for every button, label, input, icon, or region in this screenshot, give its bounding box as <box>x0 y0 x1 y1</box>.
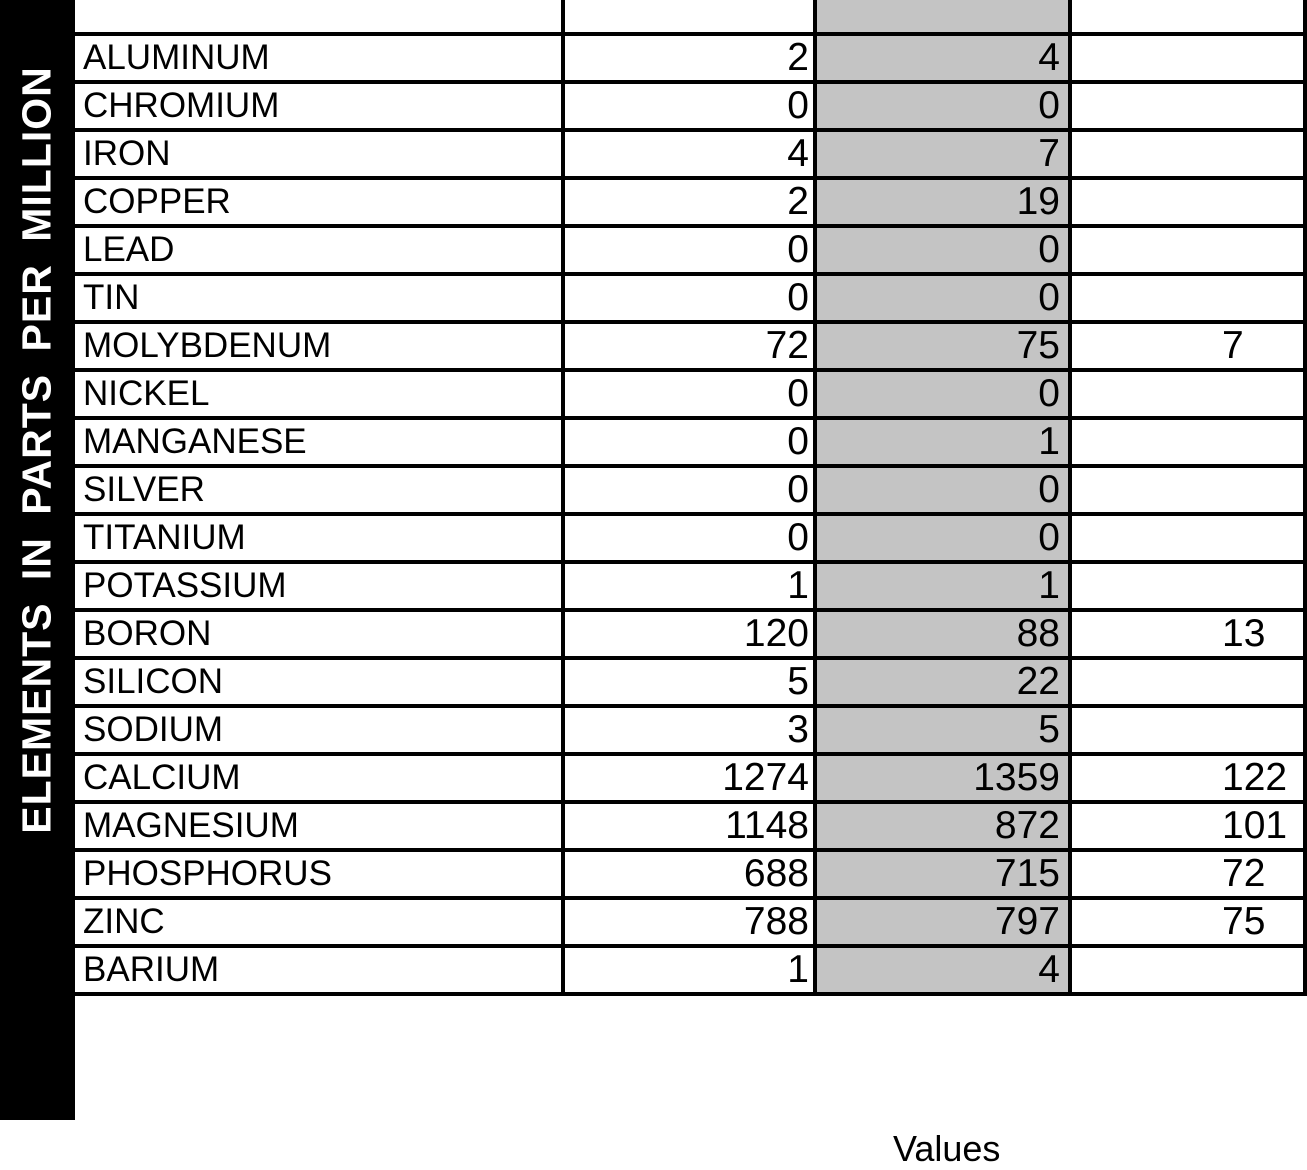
element-name-cell: ZINC <box>75 898 563 946</box>
table-row <box>75 274 1305 322</box>
side-label-text: ELEMENTS IN PARTS PER MILLION <box>13 66 60 834</box>
value-cell-col3 <box>1070 226 1305 274</box>
table-row <box>75 466 1305 514</box>
header-cell-col3 <box>1070 0 1305 34</box>
value-cell-col3-text: 72 <box>1222 852 1266 895</box>
element-name-cell: NICKEL <box>75 370 563 418</box>
value-cell-col3-text: 122 <box>1222 756 1288 799</box>
value-cell-col3 <box>1070 34 1305 82</box>
value-cell-col3 <box>1070 706 1305 754</box>
footer-label: Values <box>893 1128 1001 1169</box>
value-cell-col2: 5 <box>815 706 1070 754</box>
value-cell-col3 <box>1070 370 1305 418</box>
value-cell-col1: 5 <box>563 658 815 706</box>
header-cell-col2 <box>815 0 1070 34</box>
value-cell-col1: 0 <box>563 274 815 322</box>
element-name-cell: TITANIUM <box>75 514 563 562</box>
value-cell-col3-text: 13 <box>1222 612 1266 655</box>
value-cell-col2: 1 <box>815 562 1070 610</box>
value-cell-col3-text: 101 <box>1222 804 1288 847</box>
value-cell-col1: 1 <box>563 562 815 610</box>
value-cell-col3 <box>1070 274 1305 322</box>
element-name-cell: BORON <box>75 610 563 658</box>
value-cell-col3 <box>1070 802 1305 850</box>
table-row <box>75 802 1305 850</box>
table-row <box>75 706 1305 754</box>
element-name-cell: SILICON <box>75 658 563 706</box>
element-name-cell: BARIUM <box>75 946 563 994</box>
value-cell-col2: 22 <box>815 658 1070 706</box>
table-row <box>75 178 1305 226</box>
table-row <box>75 34 1305 82</box>
element-name-cell: SODIUM <box>75 706 563 754</box>
table-row <box>75 898 1305 946</box>
value-cell-col3 <box>1070 754 1305 802</box>
element-name-cell: TIN <box>75 274 563 322</box>
elements-table-body <box>75 0 1305 994</box>
value-cell-col1: 0 <box>563 370 815 418</box>
value-cell-col2: 0 <box>815 514 1070 562</box>
element-name-cell: COPPER <box>75 178 563 226</box>
value-cell-col2: 0 <box>815 370 1070 418</box>
value-cell-col2: 715 <box>815 850 1070 898</box>
table-row <box>75 226 1305 274</box>
value-cell-col1: 2 <box>563 34 815 82</box>
table-row <box>75 418 1305 466</box>
table-row <box>75 322 1305 370</box>
table-row <box>75 850 1305 898</box>
element-name-cell: LEAD <box>75 226 563 274</box>
table-header-row <box>75 0 1305 34</box>
value-cell-col3 <box>1070 946 1305 994</box>
value-cell-col2: 0 <box>815 466 1070 514</box>
value-cell-col1: 788 <box>563 898 815 946</box>
value-cell-col3 <box>1070 610 1305 658</box>
value-cell-col1: 3 <box>563 706 815 754</box>
value-cell-col1: 2 <box>563 178 815 226</box>
value-cell-col3 <box>1070 82 1305 130</box>
table-row <box>75 658 1305 706</box>
table-row <box>75 946 1305 994</box>
value-cell-col3 <box>1070 322 1305 370</box>
value-cell-col3 <box>1070 562 1305 610</box>
value-cell-col2: 1 <box>815 418 1070 466</box>
value-cell-col1: 1 <box>563 946 815 994</box>
side-label-bar <box>0 0 75 1120</box>
value-cell-col3 <box>1070 418 1305 466</box>
element-name-cell: MOLYBDENUM <box>75 322 563 370</box>
elements-table <box>75 0 1307 996</box>
header-cell-col1 <box>563 0 815 34</box>
value-cell-col2: 75 <box>815 322 1070 370</box>
element-name-cell: POTASSIUM <box>75 562 563 610</box>
value-cell-col2: 19 <box>815 178 1070 226</box>
value-cell-col3 <box>1070 658 1305 706</box>
value-cell-col3 <box>1070 178 1305 226</box>
value-cell-col2: 0 <box>815 82 1070 130</box>
value-cell-col1: 0 <box>563 418 815 466</box>
value-cell-col3 <box>1070 514 1305 562</box>
value-cell-col3 <box>1070 850 1305 898</box>
table-row <box>75 610 1305 658</box>
value-cell-col1: 688 <box>563 850 815 898</box>
value-cell-col3-text: 75 <box>1222 900 1266 943</box>
header-cell-element <box>75 0 563 34</box>
value-cell-col2: 872 <box>815 802 1070 850</box>
value-cell-col2: 7 <box>815 130 1070 178</box>
value-cell-col3 <box>1070 130 1305 178</box>
value-cell-col3 <box>1070 898 1305 946</box>
element-name-cell: ALUMINUM <box>75 34 563 82</box>
table-row <box>75 130 1305 178</box>
table-row <box>75 514 1305 562</box>
element-name-cell: MANGANESE <box>75 418 563 466</box>
value-cell-col2: 4 <box>815 946 1070 994</box>
table-row <box>75 754 1305 802</box>
value-cell-col1: 72 <box>563 322 815 370</box>
value-cell-col3 <box>1070 466 1305 514</box>
value-cell-col1: 4 <box>563 130 815 178</box>
table-row <box>75 562 1305 610</box>
value-cell-col2: 4 <box>815 34 1070 82</box>
element-name-cell: SILVER <box>75 466 563 514</box>
element-name-cell: MAGNESIUM <box>75 802 563 850</box>
value-cell-col1: 1274 <box>563 754 815 802</box>
value-cell-col2: 797 <box>815 898 1070 946</box>
element-name-cell: CHROMIUM <box>75 82 563 130</box>
value-cell-col2: 0 <box>815 274 1070 322</box>
value-cell-col2: 88 <box>815 610 1070 658</box>
value-cell-col3-text: 7 <box>1222 324 1244 367</box>
value-cell-col1: 0 <box>563 82 815 130</box>
table-row <box>75 82 1305 130</box>
element-name-cell: IRON <box>75 130 563 178</box>
elements-table-wrapper <box>75 0 1305 996</box>
table-row <box>75 370 1305 418</box>
value-cell-col1: 0 <box>563 466 815 514</box>
value-cell-col1: 0 <box>563 226 815 274</box>
value-cell-col1: 0 <box>563 514 815 562</box>
value-cell-col1: 1148 <box>563 802 815 850</box>
value-cell-col1: 120 <box>563 610 815 658</box>
value-cell-col2: 1359 <box>815 754 1070 802</box>
value-cell-col2: 0 <box>815 226 1070 274</box>
element-name-cell: CALCIUM <box>75 754 563 802</box>
element-name-cell: PHOSPHORUS <box>75 850 563 898</box>
